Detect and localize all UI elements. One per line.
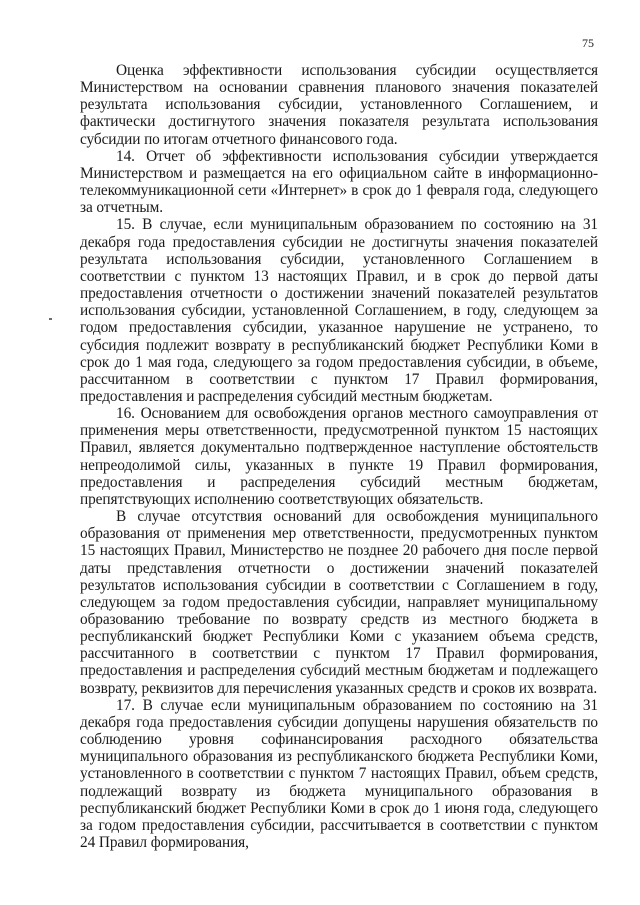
paragraph-16-continued: В случае отсутствия оснований для освобождения муниципального образования от применения мер ответственности, предусмотренных пунктом 15 настоящих Правил, Министерство не позднее 20 рабочего дня после первой даты представления отчетности о достижении значений показателей результатов использования субсидии в соответствии с Соглашением в году, следующем за годом предоставления субсидии, направляет муниципальному образованию требование по возврату средств из местного бюджета в республиканский бюджет Республики Коми с указанием объема средств, рассчитанного в соответствии с пунктом 17 Правил формирования, предоставления и распределения субсидий местным бюджетам и подлежащего возврату, реквизитов для перечисления указанных средств и сроков их возврата. (80, 508, 598, 697)
page-number: 75 (582, 36, 594, 50)
document-body (80, 62, 598, 851)
margin-mark (49, 318, 52, 320)
paragraph-17: 17. В случае если муниципальным образованием по состоянию на 31 декабря года предоставления субсидии допущены нарушения обязательств по соблюдению уровня софинансирования расходного обязательства муниципального образования из республиканского бюджета Республики Коми, установленного в соответствии с пунктом 7 настоящих Правил, объем средств, подлежащий возврату из бюджета муниципального образования в республиканский бюджет Республики Коми в срок до 1 июня года, следующего за годом предоставления субсидии, рассчитывается в соответствии с пунктом 24 Правил формирования, (80, 696, 598, 852)
paragraph-efficiency-assessment: Оценка эффективности использования субсидии осуществляется Министерством на основании сравнения планового значения показателей результата использования субсидии, установленного Соглашением, и фактически достигнутого значения показателя результата использования субсидии по итогам отчетного финансового года. (80, 62, 598, 148)
paragraph-15: 15. В случае, если муниципальным образованием по состоянию на 31 декабря года предоставления субсидии не достигнуты значения показателей результата использования субсидии, установленного Соглашением в соответствии с пунктом 13 настоящих Правил, и в срок до первой даты предоставления отчетности о достижении значений показателей результатов использования субсидии, установленной Соглашением, в году, следующем за годом предоставления субсидии, указанное нарушение не устранено, то субсидия подлежит возврату в республиканский бюджет Республики Коми в срок до 1 мая года, следующего за годом предоставления субсидии, в объеме, рассчитанном в соответствии с пунктом 17 Правил формирования, предоставления и распределения субсидий местным бюджетам. (80, 216, 598, 405)
paragraph-14: 14. Отчет об эффективности использования субсидии утверждается Министерством и размещается на его официальном сайте в информационно-телекоммуникационной сети «Интернет» в срок до 1 февраля года, следующего за отчетным. (80, 147, 598, 217)
paragraph-16: 16. Основанием для освобождения органов местного самоуправления от применения меры ответственности, предусмотренной пунктом 15 настоящих Правил, является документально подтвержденное наступление обстоятельств непреодолимой силы, указанных в пункте 19 Правил формирования, предоставления и распределения субсидий местным бюджетам, препятствующих исполнению соответствующих обязательств. (80, 405, 598, 508)
